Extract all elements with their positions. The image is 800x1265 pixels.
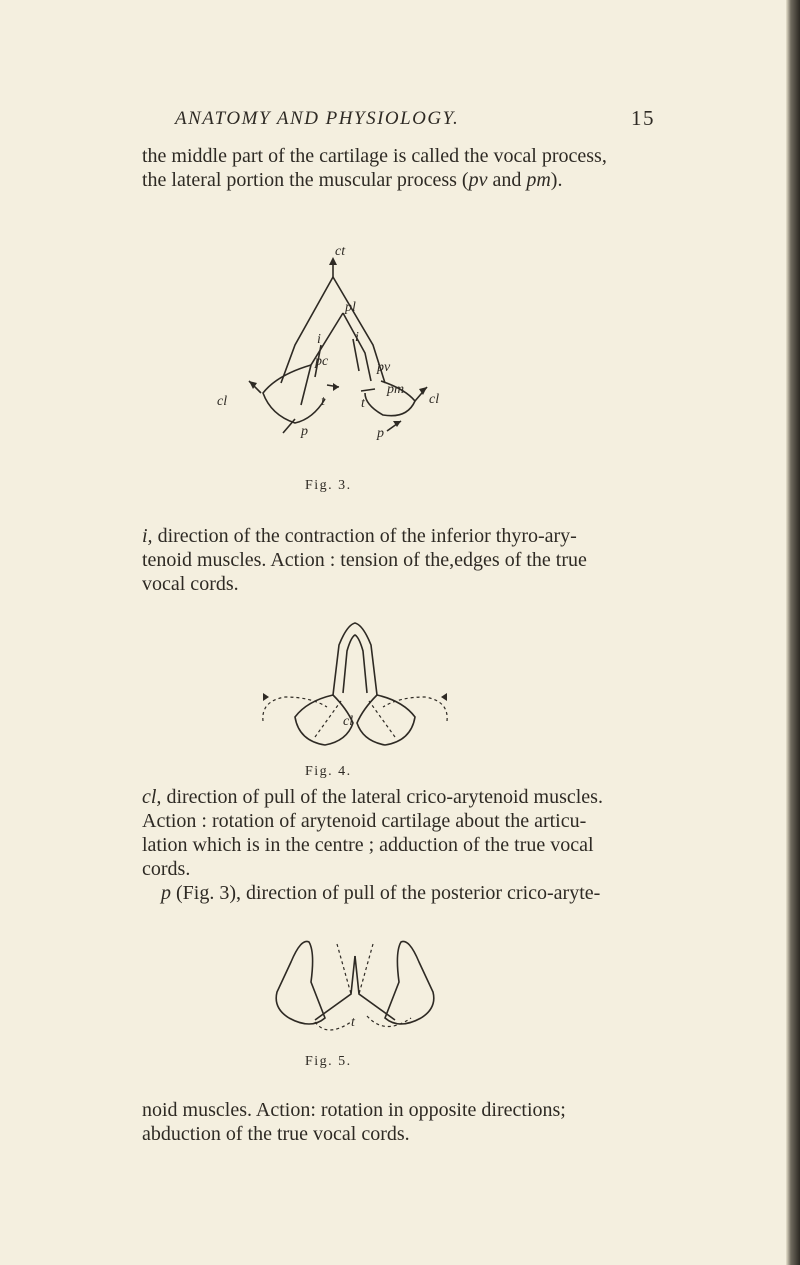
label-i-left: i (317, 332, 321, 347)
text-line: cords. (142, 858, 191, 880)
figure-3-caption: Fig. 3. (305, 478, 352, 493)
text-fragment: and (487, 169, 527, 191)
label-pc: pc (315, 354, 329, 369)
dotted-line-right (369, 701, 395, 737)
figure-4 (255, 605, 455, 755)
left-process-line (315, 956, 355, 1020)
text-line: Action : rotation of arytenoid cartilage about the articu- (142, 810, 587, 832)
paragraph-posterior-crico-arytenoid (142, 1098, 662, 1146)
right-arytenoid (357, 695, 415, 745)
text-line: the lateral portion the muscular process ( (142, 169, 469, 191)
cartilage-inner (343, 635, 367, 693)
figure-4-drawing (255, 605, 455, 755)
abbr-pm: pm (526, 169, 551, 191)
label-pl: pl (345, 300, 356, 315)
arrowhead (333, 383, 339, 391)
lead-symbol-p: p (161, 882, 171, 904)
text-line: direction of the contraction of the inferior thyro-ary- (152, 525, 577, 547)
text-line: noid muscles. Action: rotation in opposite directions; (142, 1099, 566, 1121)
paragraph-thyro-arytenoid (142, 524, 662, 596)
figure-3 (215, 205, 475, 475)
label-p-left: p (301, 424, 308, 439)
label-cl: cl (343, 714, 354, 729)
label-p-right: p (377, 426, 384, 441)
dotted-rotation-left (315, 1022, 351, 1030)
lead-symbol-i: i, (142, 525, 153, 547)
text-line: direction of pull of the lateral crico-arytenoid muscles. (161, 786, 603, 808)
figure-5 (255, 898, 455, 1048)
dotted-line-left (337, 944, 351, 994)
arrowhead (263, 693, 269, 701)
abbr-pv: pv (468, 169, 488, 191)
text-line: tenoid muscles. Action : tension of the,edges of the true (142, 549, 587, 571)
right-process-line (355, 956, 395, 1020)
left-arytenoid (276, 941, 325, 1024)
dotted-line-right (359, 944, 373, 994)
right-arytenoid (385, 941, 434, 1024)
label-i-right: i (355, 330, 359, 345)
paragraph-lateral-crico-arytenoid (142, 785, 662, 905)
figure-5-caption: Fig. 5. (305, 1054, 352, 1069)
figure-4-caption: Fig. 4. (305, 764, 352, 779)
text-fragment: ). (550, 169, 563, 191)
running-title: ANATOMY AND PHYSIOLOGY. (175, 108, 460, 129)
running-head (175, 104, 655, 138)
label-t: t (351, 1015, 355, 1030)
paragraph-vocal-process (142, 144, 662, 192)
arrowhead (441, 693, 447, 701)
label-t-right: t (361, 396, 365, 411)
text-line: the middle part of the cartilage is called the vocal process, (142, 145, 607, 167)
page-edge-shadow (786, 0, 800, 1265)
inner-outline-right (343, 313, 371, 381)
figure-5-drawing (255, 898, 455, 1048)
cartilage-outline (333, 623, 377, 695)
text-line: lation which is in the centre ; adduction of the true vocal (142, 834, 594, 856)
text-line: abduction of the true vocal cords. (142, 1123, 410, 1145)
arrow-t-right (361, 389, 375, 391)
label-pv: pv (377, 360, 391, 375)
label-pm: pm (387, 382, 405, 397)
label-cl-right: cl (429, 392, 440, 407)
label-t-left: t (321, 394, 325, 409)
text-line: vocal cords. (142, 573, 239, 595)
lead-symbol-cl: cl, (142, 786, 162, 808)
dotted-line-left (315, 701, 341, 737)
page-number: 15 (631, 106, 655, 130)
text-line: (Fig. 3), direction of pull of the posterior crico-aryte- (171, 882, 601, 904)
label-ct: ct (335, 244, 346, 259)
figure-3-drawing (215, 205, 475, 475)
label-cl-left: cl (217, 394, 228, 409)
